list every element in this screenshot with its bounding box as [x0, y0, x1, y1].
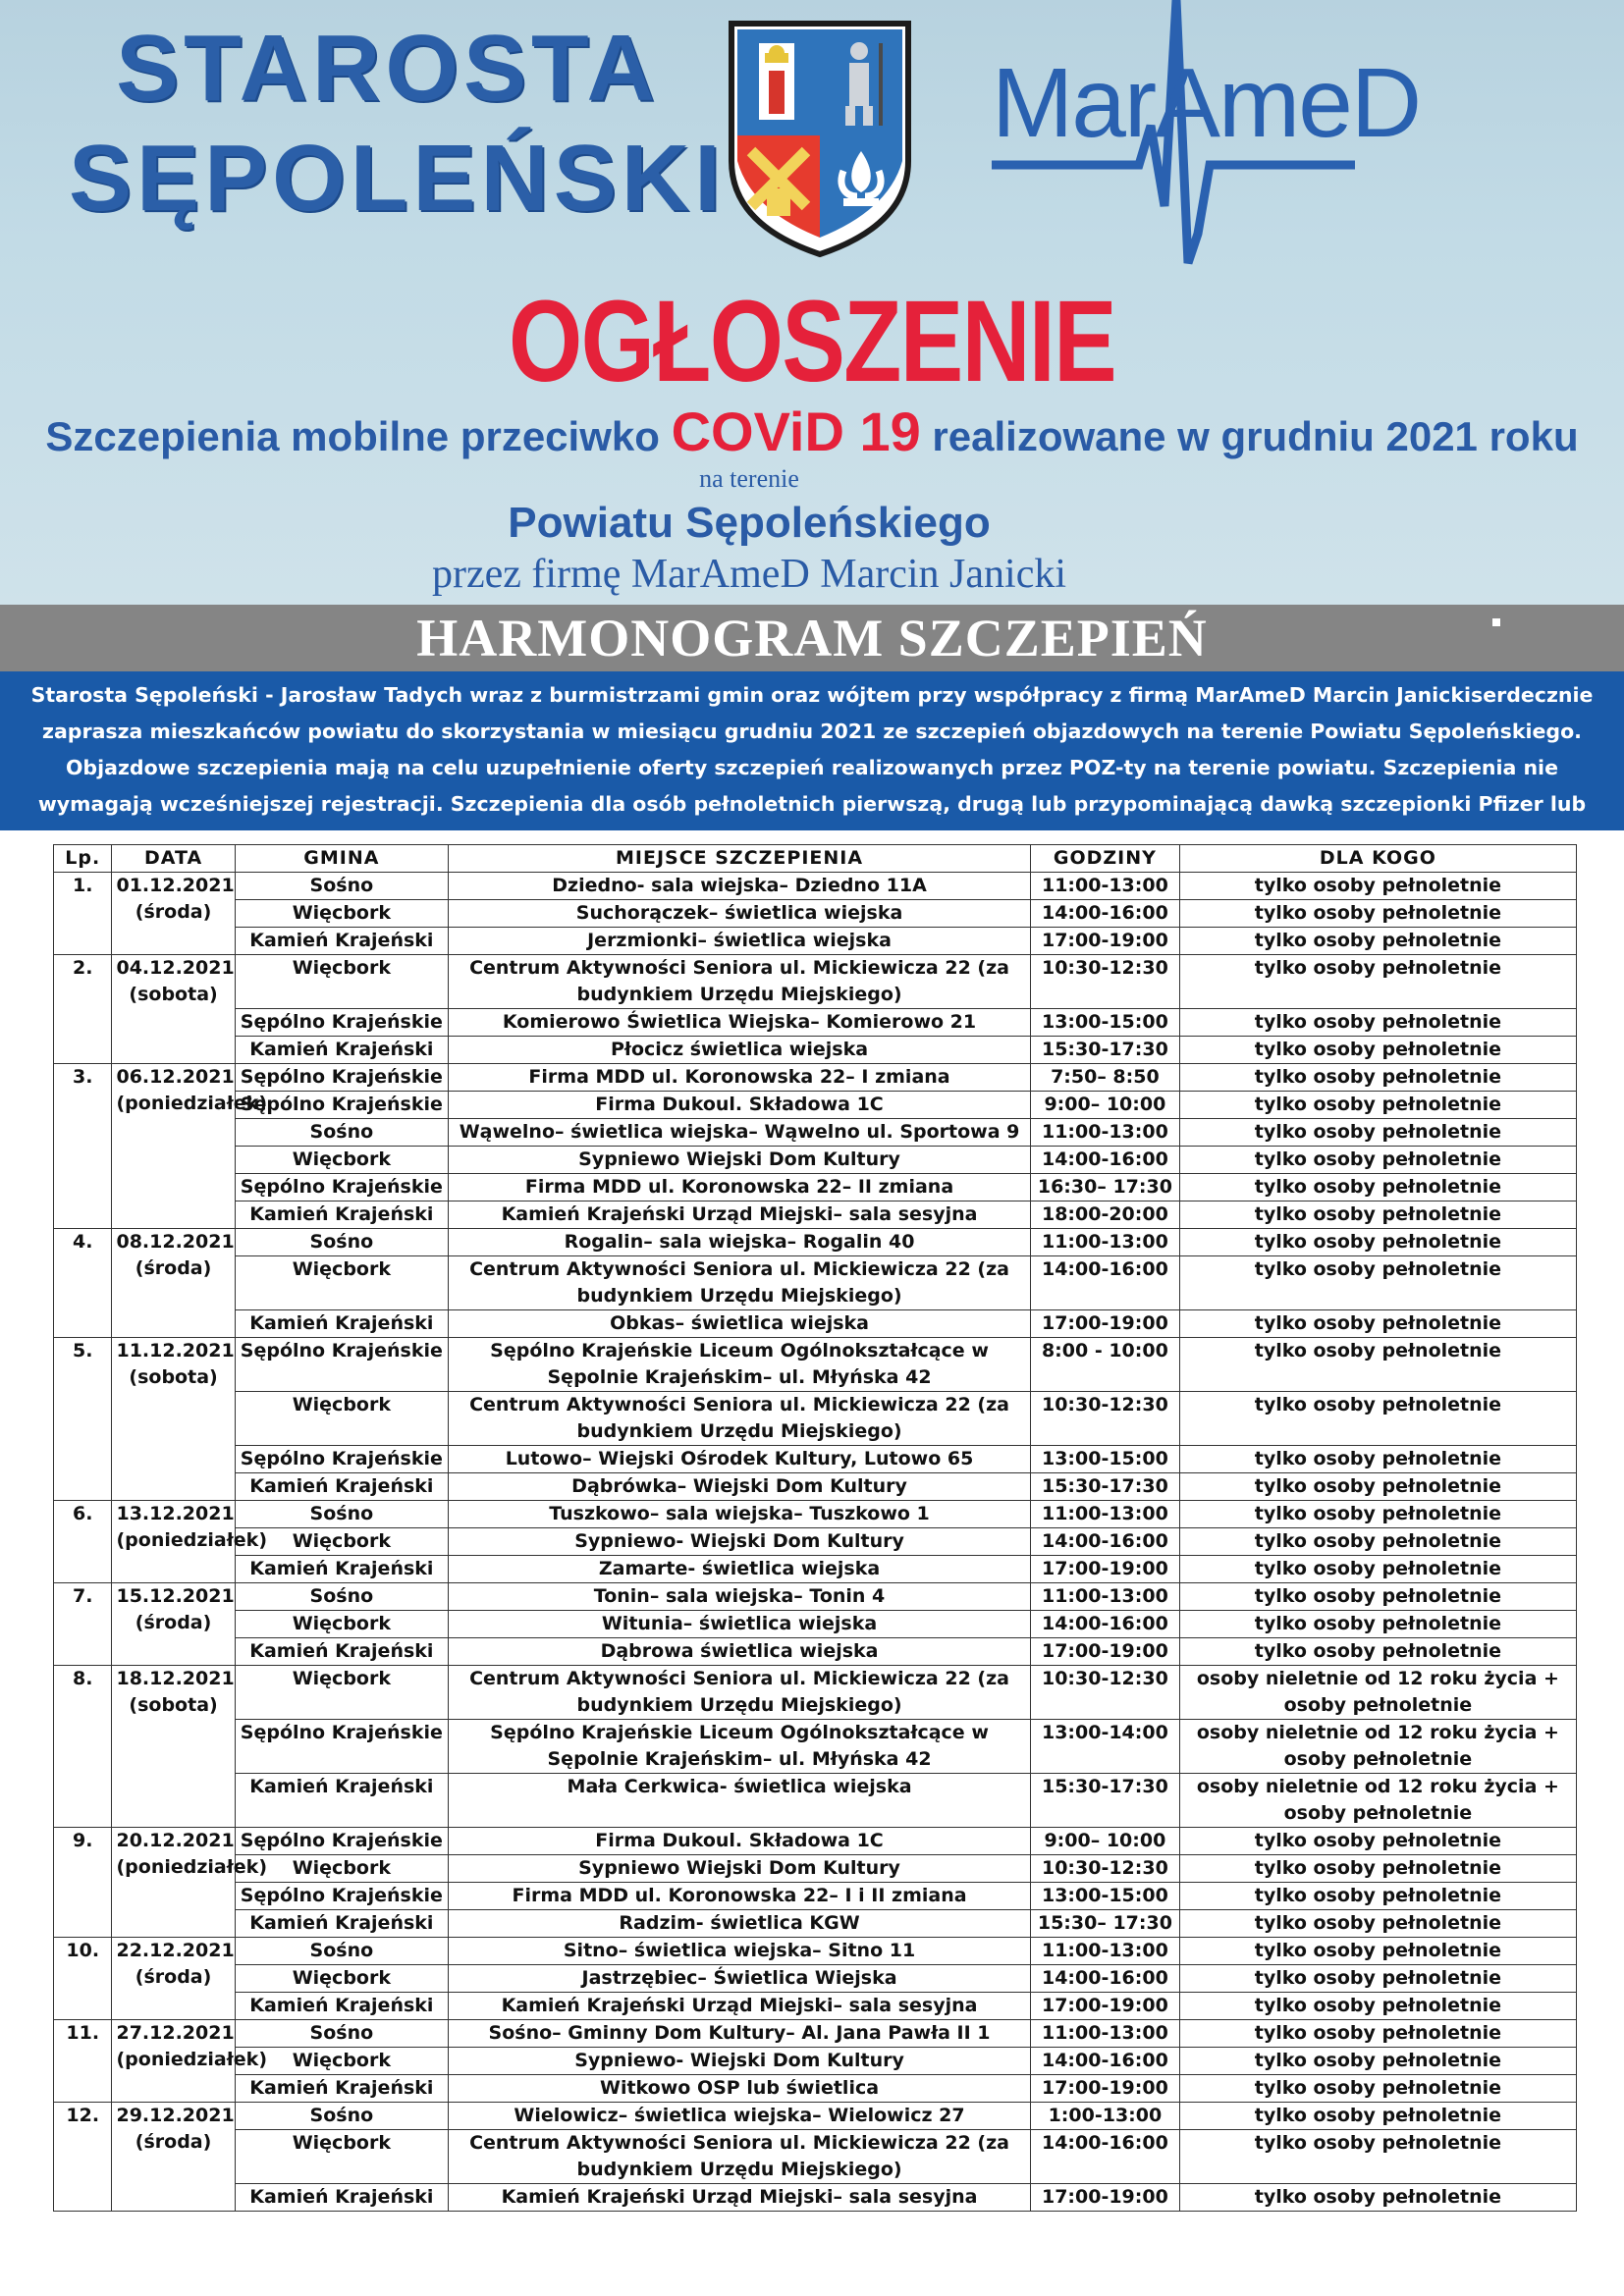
cell-place: Witunia– świetlica wiejska [449, 1611, 1031, 1638]
cell-place: Jastrzębiec– Świetlica Wiejska [449, 1965, 1031, 1993]
table-row [54, 1938, 1577, 1965]
cell-gmina: Sośno [235, 1229, 448, 1256]
cell-gmina: Więcbork [235, 1392, 448, 1446]
cell-place: Sypniewo Wiejski Dom Kultury [449, 1855, 1031, 1883]
cell-lp: 1. [54, 873, 112, 955]
cell-place: Sitno– świetlica wiejska– Sitno 11 [449, 1938, 1031, 1965]
cell-lp: 9. [54, 1828, 112, 1938]
header-who: DLA KOGO [1179, 845, 1576, 873]
table-row [54, 900, 1577, 928]
cell-gmina: Kamień Krajeński [235, 1993, 448, 2020]
cell-place: Witkowo OSP lub świetlica [449, 2075, 1031, 2103]
cell-place: Tonin– sala wiejska– Tonin 4 [449, 1583, 1031, 1611]
cell-gmina: Więcbork [235, 2048, 448, 2075]
cell-weekday: (sobota) [129, 1694, 218, 1716]
announcement-headline: OGŁOSZENIE [509, 277, 1115, 406]
cell-who: tylko osoby pełnoletnie [1179, 1583, 1576, 1611]
cell-date-value: 18.12.2021 [116, 1668, 235, 1689]
cell-gmina: Więcbork [235, 2130, 448, 2184]
cell-hours: 14:00-16:00 [1030, 1611, 1179, 1638]
cell-who: tylko osoby pełnoletnie [1179, 900, 1576, 928]
cell-place: Komierowo Świetlica Wiejska– Komierowo 21 [449, 1009, 1031, 1037]
table-row [54, 1473, 1577, 1501]
table-row [54, 1201, 1577, 1229]
cell-place: Centrum Aktywności Seniora ul. Mickiewicza 22 (za budynkiem Urzędu Miejskiego) [449, 1666, 1031, 1720]
cell-hours: 8:00 - 10:00 [1030, 1338, 1179, 1392]
cell-who: tylko osoby pełnoletnie [1179, 1883, 1576, 1910]
cell-who: tylko osoby pełnoletnie [1179, 1201, 1576, 1229]
cell-place: Firma MDD ul. Koronowska 22– I i II zmiana [449, 1883, 1031, 1910]
cell-lp: 12. [54, 2103, 112, 2212]
cell-gmina: Kamień Krajeński [235, 1201, 448, 1229]
cell-hours: 17:00-19:00 [1030, 1993, 1179, 2020]
cell-place: Suchorączek– świetlica wiejska [449, 900, 1031, 928]
cell-hours: 14:00-16:00 [1030, 2130, 1179, 2184]
cell-place: Firma Dukoul. Składowa 1C [449, 1828, 1031, 1855]
subtitle-part-b: realizowane w grudniu 2021 roku [932, 413, 1579, 459]
cell-lp: 5. [54, 1338, 112, 1501]
cell-hours: 14:00-16:00 [1030, 1147, 1179, 1174]
header-hours: GODZINY [1030, 845, 1179, 873]
cell-weekday: (środa) [135, 901, 212, 923]
cell-who: tylko osoby pełnoletnie [1179, 2020, 1576, 2048]
cell-who: tylko osoby pełnoletnie [1179, 2048, 1576, 2075]
cell-who: tylko osoby pełnoletnie [1179, 1037, 1576, 1064]
header-lp: Lp. [54, 845, 112, 873]
cell-lp: 4. [54, 1229, 112, 1338]
table-row [54, 1392, 1577, 1446]
schedule-body [54, 873, 1577, 2212]
cell-place: Wąwelno– świetlica wiejska– Wąwelno ul. Sportowa 9 [449, 1119, 1031, 1147]
table-row [54, 1993, 1577, 2020]
cell-who: tylko osoby pełnoletnie [1179, 1147, 1576, 1174]
schedule-title: HARMONOGRAM SZCZEPIEŃ [416, 609, 1208, 667]
cell-who: tylko osoby pełnoletnie [1179, 1910, 1576, 1938]
cell-hours: 9:00– 10:00 [1030, 1828, 1179, 1855]
table-row [54, 1092, 1577, 1119]
cell-date-value: 27.12.2021 [116, 2022, 235, 2044]
cell-gmina: Więcbork [235, 1666, 448, 1720]
cell-date-value: 04.12.2021 [116, 957, 235, 979]
cell-date [112, 1064, 267, 1229]
cell-who: tylko osoby pełnoletnie [1179, 2130, 1576, 2184]
cell-who: tylko osoby pełnoletnie [1179, 1501, 1576, 1528]
cell-gmina: Sępólno Krajeńskie [235, 1338, 448, 1392]
cell-who: tylko osoby pełnoletnie [1179, 1229, 1576, 1256]
table-row [54, 1147, 1577, 1174]
table-row [54, 1501, 1577, 1528]
cell-gmina: Sośno [235, 2020, 448, 2048]
cell-place: Centrum Aktywności Seniora ul. Mickiewicza 22 (za budynkiem Urzędu Miejskiego) [449, 955, 1031, 1009]
cell-weekday: (poniedziałek) [116, 1093, 267, 1114]
cell-place: Płocicz świetlica wiejska [449, 1037, 1031, 1064]
cell-who: tylko osoby pełnoletnie [1179, 1174, 1576, 1201]
cell-place: Sypniewo- Wiejski Dom Kultury [449, 1528, 1031, 1556]
table-row [54, 1611, 1577, 1638]
cell-gmina: Sośno [235, 2103, 448, 2130]
cell-who: tylko osoby pełnoletnie [1179, 1009, 1576, 1037]
cell-place: Radzim- świetlica KGW [449, 1910, 1031, 1938]
cell-gmina: Sępólno Krajeńskie [235, 1720, 448, 1774]
area-intro: na terenie [699, 464, 799, 493]
cell-who: tylko osoby pełnoletnie [1179, 1446, 1576, 1473]
company-line: przez firmę MarAmeD Marcin Janicki [431, 552, 1067, 597]
cell-hours: 10:30-12:30 [1030, 955, 1179, 1009]
cell-gmina: Sośno [235, 1938, 448, 1965]
cell-who: tylko osoby pełnoletnie [1179, 1855, 1576, 1883]
area-name: Powiatu Sępoleńskiego [508, 499, 991, 547]
cell-date-value: 29.12.2021 [116, 2105, 235, 2126]
cell-weekday: (środa) [135, 1257, 212, 1279]
cell-gmina: Więcbork [235, 1256, 448, 1310]
cell-who: tylko osoby pełnoletnie [1179, 1119, 1576, 1147]
cell-date-value: 06.12.2021 [116, 1066, 235, 1088]
cell-date [112, 1229, 235, 1338]
cell-place: Firma MDD ul. Koronowska 22– I zmiana [449, 1064, 1031, 1092]
cell-gmina: Kamień Krajeński [235, 1638, 448, 1666]
cell-gmina: Kamień Krajeński [235, 1310, 448, 1338]
cell-hours: 11:00-13:00 [1030, 1501, 1179, 1528]
cell-place: Centrum Aktywności Seniora ul. Mickiewicza 22 (za budynkiem Urzędu Miejskiego) [449, 1392, 1031, 1446]
table-row [54, 1064, 1577, 1092]
cell-weekday: (środa) [135, 2131, 212, 2153]
cell-gmina: Sośno [235, 1583, 448, 1611]
cell-gmina: Sośno [235, 1501, 448, 1528]
cell-date [112, 1583, 235, 1666]
cell-place: Wielowicz– świetlica wiejska– Wielowicz 27 [449, 2103, 1031, 2130]
cell-lp: 10. [54, 1938, 112, 2020]
cell-gmina: Więcbork [235, 1611, 448, 1638]
cell-weekday: (poniedziałek) [116, 1856, 267, 1878]
cell-date [112, 1938, 235, 2020]
table-row [54, 2184, 1577, 2212]
cell-gmina: Kamień Krajeński [235, 2075, 448, 2103]
cell-gmina: Sępólno Krajeńskie [235, 1446, 448, 1473]
cell-place: Dziedno- sala wiejska– Dziedno 11A [449, 873, 1031, 900]
cell-gmina: Kamień Krajeński [235, 1473, 448, 1501]
cell-date-value: 01.12.2021 [116, 875, 235, 896]
table-row [54, 1774, 1577, 1828]
cell-weekday: (środa) [135, 1612, 212, 1633]
table-row [54, 1528, 1577, 1556]
cell-who: tylko osoby pełnoletnie [1179, 1064, 1576, 1092]
cell-lp: 2. [54, 955, 112, 1064]
header-place: MIEJSCE SZCZEPIENIA [449, 845, 1031, 873]
cell-hours: 18:00-20:00 [1030, 1201, 1179, 1229]
cell-who: tylko osoby pełnoletnie [1179, 1092, 1576, 1119]
cell-date-value: 11.12.2021 [116, 1340, 235, 1362]
table-row [54, 1256, 1577, 1310]
cell-place: Sępólno Krajeńskie Liceum Ogólnokształcące w Sępolnie Krajeńskim– ul. Młyńska 42 [449, 1720, 1031, 1774]
table-row [54, 2075, 1577, 2103]
cell-who: tylko osoby pełnoletnie [1179, 1828, 1576, 1855]
table-row [54, 1174, 1577, 1201]
table-row [54, 1310, 1577, 1338]
cell-hours: 11:00-13:00 [1030, 2020, 1179, 2048]
starosta-title-line2: SĘPOLEŃSKI [69, 126, 726, 231]
cell-place: Centrum Aktywności Seniora ul. Mickiewicza 22 (za budynkiem Urzędu Miejskiego) [449, 1256, 1031, 1310]
table-row [54, 1583, 1577, 1611]
cell-hours: 11:00-13:00 [1030, 873, 1179, 900]
vaccination-schedule-table [53, 844, 1577, 2212]
cell-place: Mała Cerkwica- świetlica wiejska [449, 1774, 1031, 1828]
table-row [54, 1855, 1577, 1883]
cell-weekday: (poniedziałek) [116, 2049, 267, 2070]
cell-who: tylko osoby pełnoletnie [1179, 2103, 1576, 2130]
cell-hours: 11:00-13:00 [1030, 1938, 1179, 1965]
cell-gmina: Więcbork [235, 1528, 448, 1556]
campaign-subtitle [0, 400, 1624, 462]
cell-hours: 17:00-19:00 [1030, 2184, 1179, 2212]
table-row [54, 1910, 1577, 1938]
cell-hours: 17:00-19:00 [1030, 1638, 1179, 1666]
cell-who: tylko osoby pełnoletnie [1179, 2075, 1576, 2103]
header-date: DATA [112, 845, 235, 873]
cell-hours: 11:00-13:00 [1030, 1229, 1179, 1256]
cell-weekday: (poniedziałek) [116, 1529, 267, 1551]
cell-date [112, 2020, 267, 2103]
cell-place: Sypniewo Wiejski Dom Kultury [449, 1147, 1031, 1174]
cell-hours: 14:00-16:00 [1030, 1528, 1179, 1556]
cell-date [112, 2103, 235, 2212]
cell-who: tylko osoby pełnoletnie [1179, 1392, 1576, 1446]
cell-hours: 11:00-13:00 [1030, 1583, 1179, 1611]
cell-hours: 7:50– 8:50 [1030, 1064, 1179, 1092]
cell-who: tylko osoby pełnoletnie [1179, 1556, 1576, 1583]
table-row [54, 928, 1577, 955]
cell-place: Sypniewo- Wiejski Dom Kultury [449, 2048, 1031, 2075]
cell-lp: 11. [54, 2020, 112, 2103]
cell-weekday: (środa) [135, 1966, 212, 1988]
cell-date [112, 1828, 267, 1938]
cell-who: osoby nieletnie od 12 roku życia + osoby pełnoletnie [1179, 1666, 1576, 1720]
cell-gmina: Sępólno Krajeńskie [235, 1828, 448, 1855]
cell-gmina: Więcbork [235, 1855, 448, 1883]
cell-gmina: Więcbork [235, 900, 448, 928]
cell-lp: 8. [54, 1666, 112, 1828]
cell-hours: 15:30-17:30 [1030, 1037, 1179, 1064]
cell-gmina: Sępólno Krajeńskie [235, 1064, 448, 1092]
cell-place: Obkas– świetlica wiejska [449, 1310, 1031, 1338]
cell-date [112, 1338, 235, 1501]
starosta-title [69, 14, 726, 234]
cell-hours: 17:00-19:00 [1030, 928, 1179, 955]
cell-hours: 10:30-12:30 [1030, 1666, 1179, 1720]
header-gmina: GMINA [235, 845, 448, 873]
cell-lp: 3. [54, 1064, 112, 1229]
cell-gmina: Sępólno Krajeńskie [235, 1009, 448, 1037]
cell-date [112, 955, 235, 1064]
cell-gmina: Sośno [235, 1119, 448, 1147]
cell-who: tylko osoby pełnoletnie [1179, 1965, 1576, 1993]
cell-hours: 10:30-12:30 [1030, 1392, 1179, 1446]
starosta-title-line1: STAROSTA [116, 16, 660, 121]
cell-place: Sośno– Gminny Dom Kultury– Al. Jana Pawła II 1 [449, 2020, 1031, 2048]
cell-place: Lutowo– Wiejski Ośrodek Kultury, Lutowo 65 [449, 1446, 1031, 1473]
intro-paragraph: Starosta Sępoleński - Jarosław Tadych wraz z burmistrzami gmin oraz wójtem przy współpracy z firmą MarAmeD Marcin Janickiserdecznie zaprasza mieszkańców powiatu do skorzystania w miesiącu grudniu 2021 ze szczepień objazdowych na terenie Powiatu Sępoleńskiego. Objazdowe szczepienia mają na celu uzupełnienie oferty szczepień realizowanych przez POZ-ty na terenie powiatu. Szczepienia nie wymagają wcześniejszej rejestracji. Szczepienia dla osób pełnoletnich pierwszą, drugą lub przypominającą dawką szczepionki Pfizer lub jednodawkową szczepionką Jonson&Jonson. [30, 683, 1594, 852]
cell-weekday: (sobota) [129, 984, 218, 1005]
table-row [54, 873, 1577, 900]
cell-hours: 14:00-16:00 [1030, 1256, 1179, 1310]
cell-hours: 11:00-13:00 [1030, 1119, 1179, 1147]
cell-gmina: Więcbork [235, 1965, 448, 1993]
table-row [54, 1720, 1577, 1774]
cell-who: tylko osoby pełnoletnie [1179, 1473, 1576, 1501]
cell-gmina: Kamień Krajeński [235, 2184, 448, 2212]
table-row [54, 1556, 1577, 1583]
table-row [54, 1638, 1577, 1666]
subtitle-part-a: Szczepienia mobilne przeciwko [45, 413, 660, 459]
cell-place: Firma MDD ul. Koronowska 22– II zmiana [449, 1174, 1031, 1201]
cell-hours: 13:00-15:00 [1030, 1883, 1179, 1910]
cell-place: Firma Dukoul. Składowa 1C [449, 1092, 1031, 1119]
cell-gmina: Więcbork [235, 1147, 448, 1174]
table-row [54, 1037, 1577, 1064]
cell-gmina: Sępólno Krajeńskie [235, 1174, 448, 1201]
cell-who: tylko osoby pełnoletnie [1179, 1938, 1576, 1965]
cell-gmina: Kamień Krajeński [235, 1910, 448, 1938]
cell-lp: 7. [54, 1583, 112, 1666]
cell-who: tylko osoby pełnoletnie [1179, 1338, 1576, 1392]
maramed-logo-text: MarAmeD [992, 48, 1421, 158]
table-row [54, 1338, 1577, 1392]
cell-date-value: 20.12.2021 [116, 1830, 235, 1851]
cell-gmina: Kamień Krajeński [235, 1037, 448, 1064]
cell-hours: 17:00-19:00 [1030, 1310, 1179, 1338]
cell-who: osoby nieletnie od 12 roku życia + osoby pełnoletnie [1179, 1774, 1576, 1828]
cell-gmina: Kamień Krajeński [235, 928, 448, 955]
cell-lp: 6. [54, 1501, 112, 1583]
cell-hours: 15:30-17:30 [1030, 1774, 1179, 1828]
cell-gmina: Kamień Krajeński [235, 1774, 448, 1828]
cell-gmina: Sępólno Krajeńskie [235, 1883, 448, 1910]
cell-place: Dąbrówka– Wiejski Dom Kultury [449, 1473, 1031, 1501]
cell-gmina: Kamień Krajeński [235, 1556, 448, 1583]
cell-date-value: 08.12.2021 [116, 1231, 235, 1253]
cell-hours: 13:00-15:00 [1030, 1009, 1179, 1037]
cell-hours: 15:30-17:30 [1030, 1473, 1179, 1501]
cell-hours: 14:00-16:00 [1030, 900, 1179, 928]
cell-hours: 10:30-12:30 [1030, 1855, 1179, 1883]
table-row [54, 2103, 1577, 2130]
cell-who: tylko osoby pełnoletnie [1179, 1611, 1576, 1638]
table-row [54, 2020, 1577, 2048]
cell-who: tylko osoby pełnoletnie [1179, 873, 1576, 900]
cell-place: Kamień Krajeński Urząd Miejski– sala sesyjna [449, 1201, 1031, 1229]
cell-place: Jerzmionki– świetlica wiejska [449, 928, 1031, 955]
table-row [54, 2130, 1577, 2184]
cell-place: Sępólno Krajeńskie Liceum Ogólnokształcące w Sępolnie Krajeńskim– ul. Młyńska 42 [449, 1338, 1031, 1392]
cell-gmina: Więcbork [235, 955, 448, 1009]
cell-date-value: 13.12.2021 [116, 1503, 235, 1524]
cell-place: Tuszkowo– sala wiejska– Tuszkowo 1 [449, 1501, 1031, 1528]
cell-gmina: Sępólno Krajeńskie [235, 1092, 448, 1119]
table-row [54, 1446, 1577, 1473]
table-row [54, 1883, 1577, 1910]
cell-hours: 13:00-14:00 [1030, 1720, 1179, 1774]
cell-date-value: 15.12.2021 [116, 1585, 235, 1607]
table-row [54, 1965, 1577, 1993]
table-row [54, 1119, 1577, 1147]
table-header-row [54, 845, 1577, 873]
cell-date-value: 22.12.2021 [116, 1940, 235, 1961]
table-row [54, 1009, 1577, 1037]
cell-place: Centrum Aktywności Seniora ul. Mickiewicza 22 (za budynkiem Urzędu Miejskiego) [449, 2130, 1031, 2184]
cell-hours: 13:00-15:00 [1030, 1446, 1179, 1473]
cell-place: Zamarte- świetlica wiejska [449, 1556, 1031, 1583]
county-crest-icon [722, 14, 918, 259]
cell-hours: 15:30– 17:30 [1030, 1910, 1179, 1938]
cell-hours: 14:00-16:00 [1030, 1965, 1179, 1993]
cell-place: Dąbrowa świetlica wiejska [449, 1638, 1031, 1666]
cell-who: tylko osoby pełnoletnie [1179, 2184, 1576, 2212]
cell-hours: 16:30– 17:30 [1030, 1174, 1179, 1201]
cell-hours: 9:00– 10:00 [1030, 1092, 1179, 1119]
cell-hours: 17:00-19:00 [1030, 1556, 1179, 1583]
table-row [54, 2048, 1577, 2075]
cell-who: tylko osoby pełnoletnie [1179, 1993, 1576, 2020]
cell-place: Kamień Krajeński Urząd Miejski– sala sesyjna [449, 2184, 1031, 2212]
cell-who: tylko osoby pełnoletnie [1179, 1638, 1576, 1666]
cell-hours: 14:00-16:00 [1030, 2048, 1179, 2075]
cell-hours: 1:00-13:00 [1030, 2103, 1179, 2130]
cell-who: tylko osoby pełnoletnie [1179, 1256, 1576, 1310]
cell-who: tylko osoby pełnoletnie [1179, 1310, 1576, 1338]
cell-date [112, 1666, 235, 1828]
table-row [54, 1828, 1577, 1855]
cell-gmina: Sośno [235, 873, 448, 900]
cell-hours: 17:00-19:00 [1030, 2075, 1179, 2103]
table-row [54, 1229, 1577, 1256]
cell-who: tylko osoby pełnoletnie [1179, 1528, 1576, 1556]
cell-place: Rogalin– sala wiejska– Rogalin 40 [449, 1229, 1031, 1256]
cell-weekday: (sobota) [129, 1366, 218, 1388]
decorative-dot [1492, 618, 1500, 626]
cell-who: tylko osoby pełnoletnie [1179, 928, 1576, 955]
cell-who: osoby nieletnie od 12 roku życia + osoby pełnoletnie [1179, 1720, 1576, 1774]
cell-date [112, 873, 235, 955]
cell-place: Kamień Krajeński Urząd Miejski– sala sesyjna [449, 1993, 1031, 2020]
table-row [54, 1666, 1577, 1720]
subtitle-covid: COViD 19 [671, 400, 921, 462]
cell-date [112, 1501, 267, 1583]
cell-who: tylko osoby pełnoletnie [1179, 955, 1576, 1009]
table-row [54, 955, 1577, 1009]
